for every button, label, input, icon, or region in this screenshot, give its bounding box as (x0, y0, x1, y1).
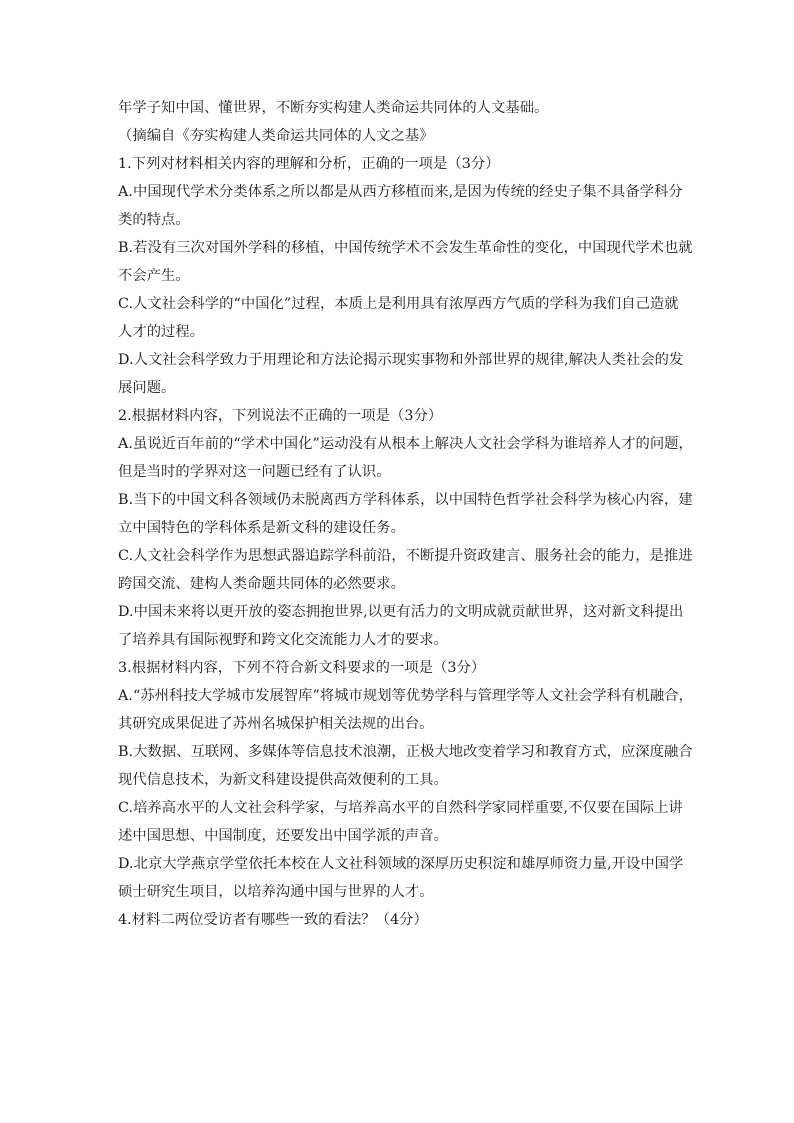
question-stem: 3.根据材料内容，下列不符合新文科要求的一项是（3分） (118, 660, 486, 676)
question-stem: 1.下列对材料相关内容的理解和分析，正确的一项是（3分） (118, 156, 500, 172)
source-citation: （摘编自《夯实构建人类命运共同体的人文之基》 (118, 128, 434, 144)
option-line: A.“苏州科技大学城市发展智库”将城市规划等优势学科与管理学等人文社会学科有机融合， (118, 688, 693, 704)
question-list (118, 154, 693, 930)
intro-tail-line: 年学子知中国、懂世界，不断夯实构建人类命运共同体的人文基础。 (118, 100, 549, 116)
option-continuation-line: 述中国思想、中国制度，还要发出中国学派的声音。 (118, 828, 448, 844)
option-continuation-line: 其研究成果促进了苏州名城保护相关法规的出台。 (118, 716, 434, 732)
option-continuation-line: 人才的过程。 (118, 324, 205, 340)
option-continuation-line: 硕士研究生项目，以培养沟通中国与世界的人才。 (118, 884, 434, 900)
option-line: B.若没有三次对国外学科的移植，中国传统学术不会发生革命性的变化，中国现代学术也就 (118, 240, 693, 256)
option-line: A.虽说近百年前的“学术中国化”运动没有从根本上解决人文社会学科为谁培养人才的问题， (118, 436, 693, 452)
option-continuation-line: 了培养具有国际视野和跨文化交流能力人才的要求。 (118, 632, 448, 648)
question-stem: 4.材料二两位受访者有哪些一致的看法？（4分） (118, 912, 428, 928)
option-line: D.北京大学燕京学堂依托本校在人文社科领域的深厚历史积淀和雄厚师资力量,开设中国学 (118, 856, 684, 872)
question-stem: 2.根据材料内容，下列说法不正确的一项是（3分） (118, 408, 443, 424)
option-line: D.中国未来将以更开放的姿态拥抱世界,以更有活力的文明成就贡献世界，这对新文科提出 (118, 604, 684, 620)
document-body (118, 98, 693, 938)
option-continuation-line: 跨国交流、建构人类命题共同体的必然要求。 (118, 576, 405, 592)
option-line: D.人文社会科学致力于用理论和方法论揭示现实事物和外部世界的规律,解决人类社会的发 (118, 352, 684, 368)
option-continuation-line: 类的特点。 (118, 212, 190, 228)
option-continuation-line: 立中国特色的学科体系是新文科的建设任务。 (118, 520, 405, 536)
option-line: A.中国现代学术分类体系之所以都是从西方移植而来,是因为传统的经史子集不具备学科分 (118, 184, 683, 200)
option-continuation-line: 但是当时的学界对这一问题已经有了认识。 (118, 464, 391, 480)
option-line: B.当下的中国文科各领域仍未脱离西方学科体系，以中国特色哲学社会科学为核心内容，建 (118, 492, 693, 508)
option-line: B.大数据、互联网、多媒体等信息技术浪潮，正极大地改变着学习和教育方式，应深度融合 (118, 744, 693, 760)
option-continuation-line: 现代信息技术，为新文科建设提供高效便利的工具。 (118, 772, 448, 788)
option-line: C.培养高水平的人文社会科学家，与培养高水平的自然科学家同样重要,不仅要在国际上讲 (118, 800, 683, 816)
option-continuation-line: 展问题。 (118, 380, 176, 396)
option-line: C.人文社会科学的“中国化”过程，本质上是利用具有浓厚西方气质的学科为我们自己造就 (118, 296, 679, 312)
option-continuation-line: 不会产生。 (118, 268, 190, 284)
option-line: C.人文社会科学作为思想武器追踪学科前沿，不断提升资政建言、服务社会的能力，是推进 (118, 548, 693, 564)
